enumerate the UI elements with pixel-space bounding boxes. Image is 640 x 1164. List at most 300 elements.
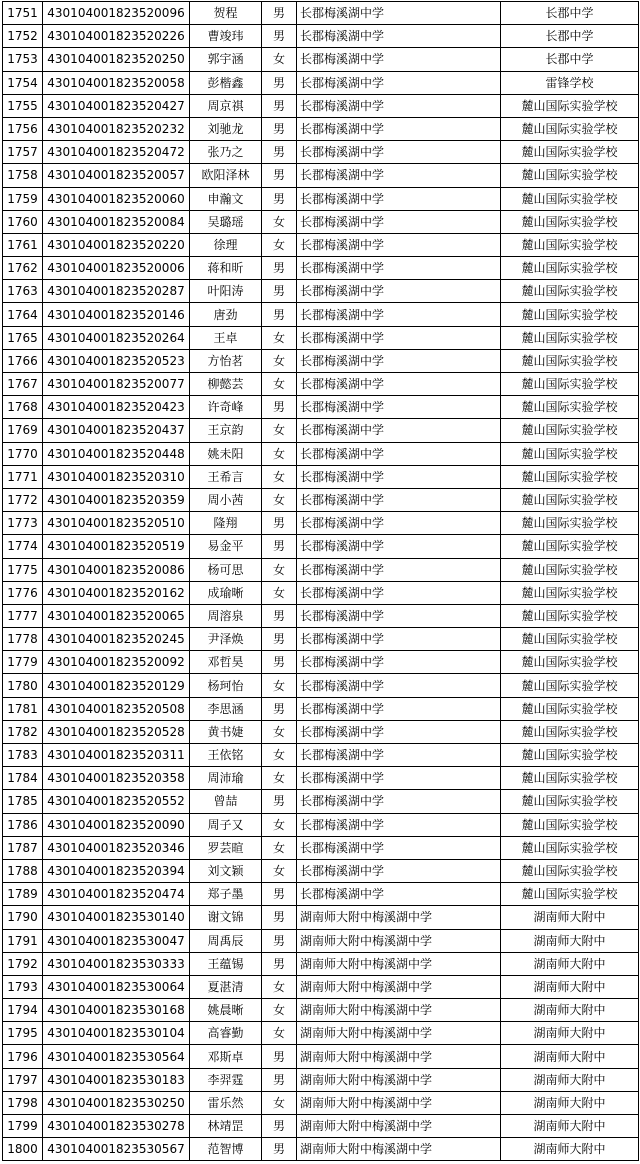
student-name-cell: 柳懿芸: [190, 373, 262, 396]
student-name-cell: 方怡茗: [190, 349, 262, 372]
gender-cell: 女: [262, 558, 297, 581]
current-school-cell: 长郡梅溪湖中学: [297, 674, 501, 697]
current-school-cell: 湖南师大附中梅溪湖中学: [297, 1138, 501, 1161]
gender-cell: 男: [262, 164, 297, 187]
row-number-cell: 1755: [3, 94, 43, 117]
assigned-school-cell: 长郡中学: [501, 25, 639, 48]
row-number-cell: 1760: [3, 210, 43, 233]
assigned-school-cell: 麓山国际实验学校: [501, 373, 639, 396]
current-school-cell: 长郡梅溪湖中学: [297, 512, 501, 535]
table-row: [3, 836, 639, 859]
gender-cell: 男: [262, 71, 297, 94]
gender-cell: 男: [262, 952, 297, 975]
student-name-cell: 隆翔: [190, 512, 262, 535]
student-id-cell: 430104001823520528: [43, 720, 190, 743]
table-row: [3, 1115, 639, 1138]
table-row: [3, 396, 639, 419]
gender-cell: 女: [262, 1091, 297, 1114]
gender-cell: 女: [262, 488, 297, 511]
assigned-school-cell: 麓山国际实验学校: [501, 651, 639, 674]
table-row: [3, 488, 639, 511]
table-row: [3, 1068, 639, 1091]
row-number-cell: 1753: [3, 48, 43, 71]
table-body: [3, 2, 639, 1161]
student-id-cell: 430104001823520311: [43, 744, 190, 767]
assigned-school-cell: 麓山国际实验学校: [501, 744, 639, 767]
student-id-cell: 430104001823520423: [43, 396, 190, 419]
assigned-school-cell: 麓山国际实验学校: [501, 720, 639, 743]
student-id-cell: 430104001823520084: [43, 210, 190, 233]
gender-cell: 女: [262, 720, 297, 743]
student-name-cell: 黄书婕: [190, 720, 262, 743]
table-row: [3, 651, 639, 674]
current-school-cell: 长郡梅溪湖中学: [297, 2, 501, 25]
table-row: [3, 859, 639, 882]
student-name-cell: 李思涵: [190, 697, 262, 720]
current-school-cell: 长郡梅溪湖中学: [297, 48, 501, 71]
student-id-cell: 430104001823520523: [43, 349, 190, 372]
row-number-cell: 1780: [3, 674, 43, 697]
table-row: [3, 210, 639, 233]
current-school-cell: 长郡梅溪湖中学: [297, 883, 501, 906]
gender-cell: 女: [262, 674, 297, 697]
row-number-cell: 1762: [3, 257, 43, 280]
student-id-cell: 430104001823520057: [43, 164, 190, 187]
gender-cell: 女: [262, 326, 297, 349]
assigned-school-cell: 长郡中学: [501, 48, 639, 71]
current-school-cell: 长郡梅溪湖中学: [297, 488, 501, 511]
table-row: [3, 952, 639, 975]
student-id-cell: 430104001823520250: [43, 48, 190, 71]
row-number-cell: 1779: [3, 651, 43, 674]
student-name-cell: 王依铭: [190, 744, 262, 767]
row-number-cell: 1764: [3, 303, 43, 326]
row-number-cell: 1776: [3, 581, 43, 604]
row-number-cell: 1768: [3, 396, 43, 419]
gender-cell: 女: [262, 767, 297, 790]
current-school-cell: 长郡梅溪湖中学: [297, 326, 501, 349]
current-school-cell: 长郡梅溪湖中学: [297, 720, 501, 743]
student-name-cell: 易金平: [190, 535, 262, 558]
assigned-school-cell: 麓山国际实验学校: [501, 164, 639, 187]
current-school-cell: 长郡梅溪湖中学: [297, 349, 501, 372]
gender-cell: 女: [262, 442, 297, 465]
student-id-cell: 430104001823530567: [43, 1138, 190, 1161]
student-id-cell: 430104001823520086: [43, 558, 190, 581]
current-school-cell: 长郡梅溪湖中学: [297, 581, 501, 604]
gender-cell: 男: [262, 257, 297, 280]
row-number-cell: 1774: [3, 535, 43, 558]
row-number-cell: 1787: [3, 836, 43, 859]
student-name-cell: 罗芸暄: [190, 836, 262, 859]
assigned-school-cell: 麓山国际实验学校: [501, 558, 639, 581]
assigned-school-cell: 湖南师大附中: [501, 1045, 639, 1068]
row-number-cell: 1793: [3, 975, 43, 998]
row-number-cell: 1757: [3, 141, 43, 164]
student-name-cell: 张乃之: [190, 141, 262, 164]
student-id-cell: 430104001823520162: [43, 581, 190, 604]
current-school-cell: 长郡梅溪湖中学: [297, 419, 501, 442]
row-number-cell: 1796: [3, 1045, 43, 1068]
current-school-cell: 长郡梅溪湖中学: [297, 257, 501, 280]
assigned-school-cell: 雷锋学校: [501, 71, 639, 94]
student-name-cell: 曹竣玮: [190, 25, 262, 48]
gender-cell: 男: [262, 906, 297, 929]
table-row: [3, 813, 639, 836]
assigned-school-cell: 麓山国际实验学校: [501, 697, 639, 720]
assigned-school-cell: 麓山国际实验学校: [501, 210, 639, 233]
gender-cell: 女: [262, 999, 297, 1022]
table-row: [3, 581, 639, 604]
student-id-cell: 430104001823520437: [43, 419, 190, 442]
table-row: [3, 999, 639, 1022]
current-school-cell: 长郡梅溪湖中学: [297, 187, 501, 210]
current-school-cell: 长郡梅溪湖中学: [297, 558, 501, 581]
student-name-cell: 范智博: [190, 1138, 262, 1161]
gender-cell: 男: [262, 303, 297, 326]
assigned-school-cell: 麓山国际实验学校: [501, 257, 639, 280]
current-school-cell: 长郡梅溪湖中学: [297, 396, 501, 419]
table-row: [3, 233, 639, 256]
student-name-cell: 申瀚文: [190, 187, 262, 210]
student-id-cell: 430104001823520220: [43, 233, 190, 256]
student-name-cell: 吴璐瑶: [190, 210, 262, 233]
current-school-cell: 湖南师大附中梅溪湖中学: [297, 999, 501, 1022]
student-name-cell: 周小茜: [190, 488, 262, 511]
assigned-school-cell: 麓山国际实验学校: [501, 303, 639, 326]
gender-cell: 女: [262, 744, 297, 767]
gender-cell: 男: [262, 929, 297, 952]
row-number-cell: 1785: [3, 790, 43, 813]
current-school-cell: 长郡梅溪湖中学: [297, 744, 501, 767]
table-row: [3, 257, 639, 280]
row-number-cell: 1798: [3, 1091, 43, 1114]
student-id-cell: 430104001823520310: [43, 465, 190, 488]
current-school-cell: 长郡梅溪湖中学: [297, 697, 501, 720]
current-school-cell: 长郡梅溪湖中学: [297, 71, 501, 94]
student-id-cell: 430104001823520474: [43, 883, 190, 906]
table-row: [3, 604, 639, 627]
student-name-cell: 邓哲昊: [190, 651, 262, 674]
assigned-school-cell: 湖南师大附中: [501, 975, 639, 998]
gender-cell: 男: [262, 117, 297, 140]
row-number-cell: 1792: [3, 952, 43, 975]
gender-cell: 女: [262, 975, 297, 998]
current-school-cell: 湖南师大附中梅溪湖中学: [297, 1022, 501, 1045]
student-name-cell: 姚晨晰: [190, 999, 262, 1022]
current-school-cell: 长郡梅溪湖中学: [297, 117, 501, 140]
gender-cell: 女: [262, 465, 297, 488]
student-id-cell: 430104001823530333: [43, 952, 190, 975]
gender-cell: 男: [262, 883, 297, 906]
current-school-cell: 湖南师大附中梅溪湖中学: [297, 952, 501, 975]
table-row: [3, 975, 639, 998]
row-number-cell: 1786: [3, 813, 43, 836]
current-school-cell: 长郡梅溪湖中学: [297, 373, 501, 396]
student-name-cell: 王希言: [190, 465, 262, 488]
table-row: [3, 48, 639, 71]
student-name-cell: 杨珂怡: [190, 674, 262, 697]
assigned-school-cell: 麓山国际实验学校: [501, 512, 639, 535]
table-row: [3, 697, 639, 720]
student-name-cell: 周溶泉: [190, 604, 262, 627]
student-id-cell: 430104001823520129: [43, 674, 190, 697]
student-id-cell: 430104001823520472: [43, 141, 190, 164]
table-row: [3, 628, 639, 651]
student-name-cell: 曾喆: [190, 790, 262, 813]
table-row: [3, 767, 639, 790]
student-id-cell: 430104001823520065: [43, 604, 190, 627]
table-row: [3, 164, 639, 187]
student-name-cell: 谢文锦: [190, 906, 262, 929]
current-school-cell: 长郡梅溪湖中学: [297, 628, 501, 651]
student-name-cell: 雷乐然: [190, 1091, 262, 1114]
assigned-school-cell: 湖南师大附中: [501, 1115, 639, 1138]
student-id-cell: 430104001823520006: [43, 257, 190, 280]
assigned-school-cell: 麓山国际实验学校: [501, 628, 639, 651]
student-name-cell: 王卓: [190, 326, 262, 349]
gender-cell: 女: [262, 373, 297, 396]
assigned-school-cell: 麓山国际实验学校: [501, 94, 639, 117]
table-row: [3, 465, 639, 488]
row-number-cell: 1771: [3, 465, 43, 488]
student-id-cell: 430104001823520146: [43, 303, 190, 326]
assigned-school-cell: 湖南师大附中: [501, 1091, 639, 1114]
student-id-cell: 430104001823530183: [43, 1068, 190, 1091]
student-name-cell: 郭宇涵: [190, 48, 262, 71]
gender-cell: 男: [262, 25, 297, 48]
table-row: [3, 419, 639, 442]
table-row: [3, 94, 639, 117]
gender-cell: 男: [262, 790, 297, 813]
gender-cell: 女: [262, 210, 297, 233]
table-row: [3, 1091, 639, 1114]
gender-cell: 女: [262, 419, 297, 442]
student-id-cell: 430104001823520232: [43, 117, 190, 140]
student-name-cell: 成瑜晰: [190, 581, 262, 604]
assigned-school-cell: 麓山国际实验学校: [501, 790, 639, 813]
current-school-cell: 长郡梅溪湖中学: [297, 303, 501, 326]
student-name-cell: 徐理: [190, 233, 262, 256]
student-id-cell: 430104001823520060: [43, 187, 190, 210]
current-school-cell: 湖南师大附中梅溪湖中学: [297, 1068, 501, 1091]
gender-cell: 女: [262, 859, 297, 882]
table-row: [3, 906, 639, 929]
assigned-school-cell: 麓山国际实验学校: [501, 674, 639, 697]
current-school-cell: 湖南师大附中梅溪湖中学: [297, 906, 501, 929]
gender-cell: 男: [262, 2, 297, 25]
assigned-school-cell: 麓山国际实验学校: [501, 187, 639, 210]
student-name-cell: 周京祺: [190, 94, 262, 117]
assigned-school-cell: 麓山国际实验学校: [501, 767, 639, 790]
current-school-cell: 长郡梅溪湖中学: [297, 141, 501, 164]
student-name-cell: 杨可思: [190, 558, 262, 581]
assigned-school-cell: 麓山国际实验学校: [501, 419, 639, 442]
current-school-cell: 长郡梅溪湖中学: [297, 813, 501, 836]
assigned-school-cell: 麓山国际实验学校: [501, 535, 639, 558]
gender-cell: 女: [262, 48, 297, 71]
row-number-cell: 1752: [3, 25, 43, 48]
student-id-cell: 430104001823530104: [43, 1022, 190, 1045]
student-name-cell: 林靖罡: [190, 1115, 262, 1138]
table-row: [3, 141, 639, 164]
student-name-cell: 李羿霆: [190, 1068, 262, 1091]
assigned-school-cell: 麓山国际实验学校: [501, 280, 639, 303]
assigned-school-cell: 麓山国际实验学校: [501, 581, 639, 604]
student-name-cell: 周子又: [190, 813, 262, 836]
table-row: [3, 512, 639, 535]
student-id-cell: 430104001823530140: [43, 906, 190, 929]
table-row: [3, 1138, 639, 1161]
student-id-cell: 430104001823520448: [43, 442, 190, 465]
table-row: [3, 303, 639, 326]
row-number-cell: 1794: [3, 999, 43, 1022]
assigned-school-cell: 湖南师大附中: [501, 1022, 639, 1045]
student-name-cell: 王京韵: [190, 419, 262, 442]
student-id-cell: 430104001823530564: [43, 1045, 190, 1068]
table-row: [3, 929, 639, 952]
current-school-cell: 湖南师大附中梅溪湖中学: [297, 1115, 501, 1138]
assigned-school-cell: 麓山国际实验学校: [501, 141, 639, 164]
row-number-cell: 1777: [3, 604, 43, 627]
student-name-cell: 邓斯卓: [190, 1045, 262, 1068]
gender-cell: 男: [262, 187, 297, 210]
current-school-cell: 长郡梅溪湖中学: [297, 767, 501, 790]
current-school-cell: 长郡梅溪湖中学: [297, 25, 501, 48]
gender-cell: 男: [262, 1115, 297, 1138]
current-school-cell: 长郡梅溪湖中学: [297, 859, 501, 882]
student-id-cell: 430104001823520358: [43, 767, 190, 790]
table-row: [3, 535, 639, 558]
gender-cell: 男: [262, 280, 297, 303]
student-name-cell: 彭楷鑫: [190, 71, 262, 94]
table-row: [3, 558, 639, 581]
gender-cell: 男: [262, 94, 297, 117]
student-name-cell: 刘驰龙: [190, 117, 262, 140]
table-row: [3, 349, 639, 372]
student-id-cell: 430104001823520346: [43, 836, 190, 859]
table-row: [3, 883, 639, 906]
current-school-cell: 湖南师大附中梅溪湖中学: [297, 1091, 501, 1114]
row-number-cell: 1769: [3, 419, 43, 442]
row-number-cell: 1775: [3, 558, 43, 581]
current-school-cell: 长郡梅溪湖中学: [297, 233, 501, 256]
current-school-cell: 长郡梅溪湖中学: [297, 535, 501, 558]
gender-cell: 女: [262, 836, 297, 859]
student-name-cell: 周禹辰: [190, 929, 262, 952]
current-school-cell: 长郡梅溪湖中学: [297, 651, 501, 674]
assigned-school-cell: 湖南师大附中: [501, 1138, 639, 1161]
assigned-school-cell: 湖南师大附中: [501, 1068, 639, 1091]
table-row: [3, 326, 639, 349]
gender-cell: 男: [262, 141, 297, 164]
student-id-cell: 430104001823520427: [43, 94, 190, 117]
current-school-cell: 湖南师大附中梅溪湖中学: [297, 1045, 501, 1068]
gender-cell: 男: [262, 628, 297, 651]
row-number-cell: 1791: [3, 929, 43, 952]
table-row: [3, 280, 639, 303]
current-school-cell: 长郡梅溪湖中学: [297, 442, 501, 465]
student-id-cell: 430104001823520096: [43, 2, 190, 25]
student-id-cell: 430104001823520092: [43, 651, 190, 674]
table-row: [3, 720, 639, 743]
table-row: [3, 25, 639, 48]
row-number-cell: 1751: [3, 2, 43, 25]
assigned-school-cell: 麓山国际实验学校: [501, 233, 639, 256]
student-list-table: [2, 1, 639, 1161]
student-id-cell: 430104001823530168: [43, 999, 190, 1022]
row-number-cell: 1795: [3, 1022, 43, 1045]
table-row: [3, 442, 639, 465]
row-number-cell: 1799: [3, 1115, 43, 1138]
gender-cell: 男: [262, 697, 297, 720]
student-id-cell: 430104001823520077: [43, 373, 190, 396]
row-number-cell: 1788: [3, 859, 43, 882]
table-row: [3, 373, 639, 396]
gender-cell: 女: [262, 813, 297, 836]
gender-cell: 男: [262, 535, 297, 558]
assigned-school-cell: 麓山国际实验学校: [501, 349, 639, 372]
gender-cell: 男: [262, 604, 297, 627]
student-name-cell: 许奇峰: [190, 396, 262, 419]
student-id-cell: 430104001823520226: [43, 25, 190, 48]
gender-cell: 男: [262, 651, 297, 674]
assigned-school-cell: 麓山国际实验学校: [501, 836, 639, 859]
current-school-cell: 长郡梅溪湖中学: [297, 790, 501, 813]
row-number-cell: 1767: [3, 373, 43, 396]
current-school-cell: 长郡梅溪湖中学: [297, 604, 501, 627]
current-school-cell: 长郡梅溪湖中学: [297, 280, 501, 303]
row-number-cell: 1766: [3, 349, 43, 372]
assigned-school-cell: 湖南师大附中: [501, 952, 639, 975]
row-number-cell: 1800: [3, 1138, 43, 1161]
table-row: [3, 1045, 639, 1068]
row-number-cell: 1765: [3, 326, 43, 349]
student-id-cell: 430104001823530278: [43, 1115, 190, 1138]
gender-cell: 男: [262, 1045, 297, 1068]
table-row: [3, 744, 639, 767]
row-number-cell: 1783: [3, 744, 43, 767]
student-name-cell: 尹泽焕: [190, 628, 262, 651]
student-name-cell: 欧阳泽林: [190, 164, 262, 187]
current-school-cell: 长郡梅溪湖中学: [297, 94, 501, 117]
gender-cell: 男: [262, 512, 297, 535]
row-number-cell: 1770: [3, 442, 43, 465]
row-number-cell: 1763: [3, 280, 43, 303]
assigned-school-cell: 麓山国际实验学校: [501, 813, 639, 836]
student-id-cell: 430104001823530047: [43, 929, 190, 952]
row-number-cell: 1772: [3, 488, 43, 511]
student-id-cell: 430104001823520264: [43, 326, 190, 349]
row-number-cell: 1784: [3, 767, 43, 790]
table-row: [3, 117, 639, 140]
row-number-cell: 1761: [3, 233, 43, 256]
gender-cell: 女: [262, 1022, 297, 1045]
assigned-school-cell: 麓山国际实验学校: [501, 117, 639, 140]
student-id-cell: 430104001823520245: [43, 628, 190, 651]
student-id-cell: 430104001823520287: [43, 280, 190, 303]
current-school-cell: 长郡梅溪湖中学: [297, 836, 501, 859]
row-number-cell: 1778: [3, 628, 43, 651]
student-id-cell: 430104001823530250: [43, 1091, 190, 1114]
student-name-cell: 唐劲: [190, 303, 262, 326]
row-number-cell: 1756: [3, 117, 43, 140]
assigned-school-cell: 麓山国际实验学校: [501, 488, 639, 511]
row-number-cell: 1781: [3, 697, 43, 720]
row-number-cell: 1759: [3, 187, 43, 210]
table-row: [3, 1022, 639, 1045]
student-name-cell: 姚未阳: [190, 442, 262, 465]
